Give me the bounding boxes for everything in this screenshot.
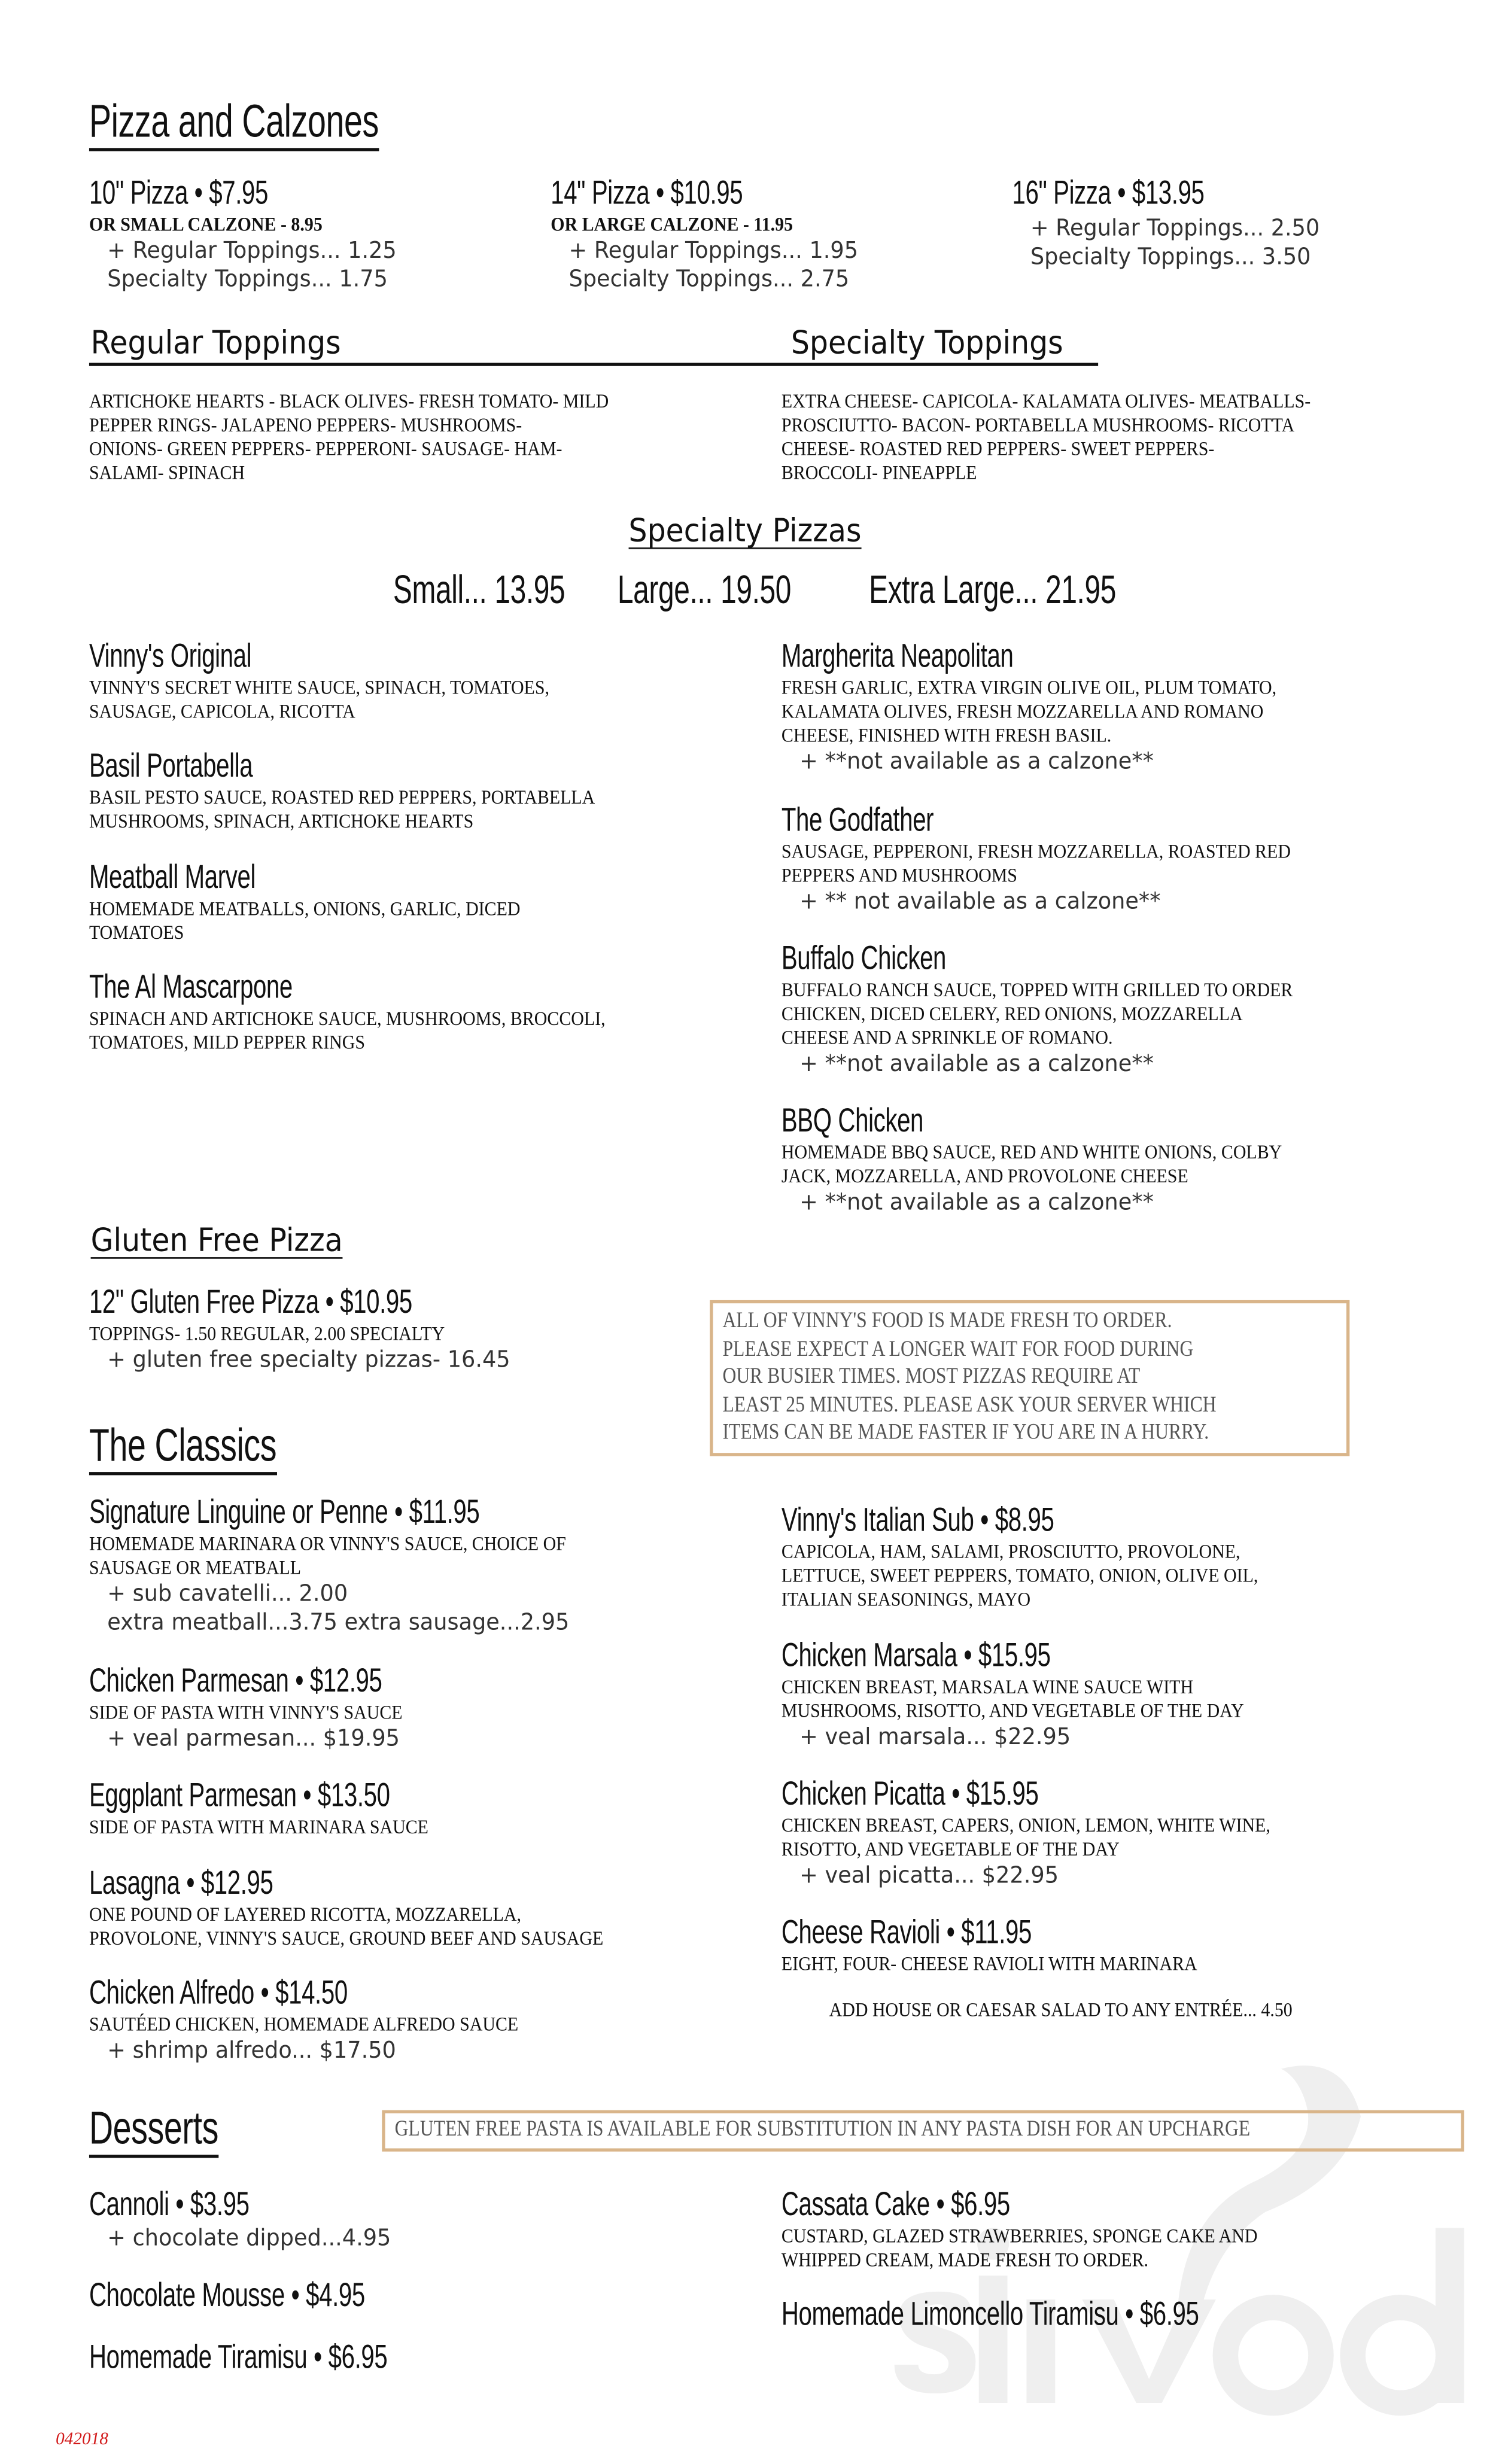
gluten-free-title: [91, 1222, 365, 1259]
item-note: Specialty Toppings... 1.75: [107, 267, 388, 293]
text-line: HOMEMADE BBQ SAUCE, RED AND WHITE ONIONS, COLBY: [781, 1140, 1282, 1164]
gluten-free-item: [89, 1283, 538, 1375]
section-pizza-calzones: [89, 99, 491, 151]
text-line: ARTICHOKE HEARTS - BLACK OLIVES- FRESH TOMATO- MILD: [89, 390, 609, 412]
item-note: + ** not available as a calzone**: [799, 889, 1161, 915]
specialty-pizza-item: [782, 1101, 1337, 1217]
item-name: Cheese Ravioli • $11.95: [781, 1914, 1032, 1951]
item-note: + Regular Toppings... 2.50: [1030, 216, 1320, 242]
item-name: Chicken Parmesan • $12.95: [89, 1663, 382, 1700]
text-line: MUSHROOMS, SPINACH, ARTICHOKE HEARTS: [89, 810, 474, 832]
text-line: PLEASE EXPECT A LONGER WAIT FOR FOOD DURING: [722, 1337, 1194, 1362]
size-large: Large... 19.50: [617, 568, 792, 613]
section-title: Gluten Free Pizza: [90, 1220, 343, 1259]
notice-text: GLUTEN FREE PASTA IS AVAILABLE FOR SUBSTITUTION IN ANY PASTA DISH FOR AN UPCHARGE: [394, 2118, 1251, 2142]
classic-item: [89, 1973, 566, 2065]
text-line: CHEESE- ROASTED RED PEPPERS- SWEET PEPPERS-: [781, 437, 1215, 460]
item-name: The Godfather: [781, 802, 934, 839]
item-desc: [782, 840, 1291, 888]
item-note: + **not available as a calzone**: [799, 1190, 1154, 1216]
text-line: CHICKEN BREAST, MARSALA WINE SAUCE WITH: [781, 1675, 1194, 1698]
item-name: Homemade Limoncello Tiramisu • $6.95: [781, 2296, 1199, 2333]
item-note: Specialty Toppings... 3.50: [1030, 245, 1311, 271]
item-note: + veal picatta... $22.95: [799, 1863, 1059, 1889]
item-name: Chicken Alfredo • $14.50: [89, 1975, 348, 2012]
item-name: Signature Linguine or Penne • $11.95: [89, 1494, 480, 1531]
item-desc: TOPPINGS- 1.50 REGULAR, 2.00 SPECIALTY: [89, 1322, 445, 1345]
text-line: TOMATOES, MILD PEPPER RINGS: [89, 1031, 366, 1054]
item-note: + Regular Toppings... 1.95: [568, 238, 859, 264]
item-name: Buffalo Chicken: [781, 940, 947, 977]
item-name: Eggplant Parmesan • $13.50: [89, 1777, 390, 1814]
text-line: ONE POUND OF LAYERED RICOTTA, MOZZARELLA,: [89, 1903, 521, 1926]
text-line: TOMATOES: [89, 921, 184, 944]
item-desc: [89, 1903, 603, 1951]
text-line: HOMEMADE MARINARA OR VINNY'S SAUCE, CHOICE OF: [89, 1532, 566, 1555]
specialty-pizza-item: [782, 801, 1348, 917]
item-desc: [782, 1540, 1258, 1612]
specialty-pizzas-title: [629, 512, 882, 549]
item-desc: [782, 1814, 1270, 1862]
pizza-size-10: [89, 174, 413, 294]
text-line: BASIL PESTO SAUCE, ROASTED RED PEPPERS, PORTABELLA: [89, 786, 595, 809]
item-desc: [782, 676, 1276, 748]
item-name: 16" Pizza • $13.95: [1012, 175, 1205, 212]
item-name: Basil Portabella: [89, 748, 253, 785]
text-line: LEAST 25 MINUTES. PLEASE ASK YOUR SERVER WHICH: [722, 1393, 1217, 1417]
text-line: BROCCOLI- PINEAPPLE: [781, 461, 977, 484]
item-note: extra meatball...3.75 extra sausage...2.95: [107, 1610, 570, 1636]
text-line: CHICKEN, DICED CELERY, RED ONIONS, MOZZARELLA: [781, 1002, 1243, 1025]
item-desc: [89, 1008, 606, 1055]
item-name: 10" Pizza • $7.95: [89, 175, 268, 212]
size-extra-large: Extra Large... 21.95: [869, 568, 1116, 613]
text-line: SAUSAGE, PEPPERONI, FRESH MOZZARELLA, ROASTED RED: [781, 840, 1291, 863]
specialty-pizza-item: [782, 637, 1331, 777]
section-title: Pizza and Calzones: [89, 99, 379, 151]
item-note: + **not available as a calzone**: [799, 749, 1154, 775]
text-line: FRESH GARLIC, EXTRA VIRGIN OLIVE OIL, PLUM TOMATO,: [781, 676, 1277, 699]
specialty-pizza-item: [89, 858, 568, 945]
regular-toppings-list: [89, 390, 609, 486]
dessert-item: [89, 2276, 472, 2315]
item-name: Margherita Neapolitan: [781, 638, 1014, 675]
dessert-item: [89, 2338, 503, 2377]
pizza-size-14: [551, 174, 874, 294]
item-name: Chocolate Mousse • $4.95: [89, 2277, 365, 2314]
section-title: Regular Toppings: [90, 323, 341, 361]
item-name: Vinny's Original: [89, 638, 252, 675]
item-name: Cannoli • $3.95: [89, 2186, 250, 2223]
gluten-free-pasta-notice: [382, 2110, 1464, 2151]
text-line: SAUSAGE OR MEATBALL: [89, 1556, 302, 1579]
pizza-size-16: [1012, 174, 1336, 272]
text-line: CHICKEN BREAST, CAPERS, ONION, LEMON, WHITE WINE,: [781, 1814, 1270, 1837]
item-name: Chicken Picatta • $15.95: [781, 1776, 1039, 1813]
item-desc: [89, 1532, 577, 1580]
text-line: MUSHROOMS, RISOTTO, AND VEGETABLE OF THE DAY: [781, 1699, 1244, 1722]
classic-item: [89, 1493, 631, 1638]
section-desserts: [89, 2103, 269, 2158]
classic-item: [782, 1501, 1311, 1612]
text-line: CHEESE AND A SPRINKLE OF ROMANO.: [781, 1026, 1113, 1049]
item-desc: [89, 786, 595, 834]
classic-item: [89, 1662, 496, 1754]
text-line: OUR BUSIER TIMES. MOST PIZZAS REQUIRE AT: [722, 1365, 1141, 1389]
text-line: CAPICOLA, HAM, SALAMI, PROSCIUTTO, PROVOLONE,: [781, 1540, 1240, 1563]
salad-addon: ADD HOUSE OR CAESAR SALAD TO ANY ENTRÉE... 4.50: [829, 1998, 1293, 2021]
text-line: BUFFALO RANCH SAUCE, TOPPED WITH GRILLED TO ORDER: [781, 978, 1293, 1001]
item-note: + veal marsala... $22.95: [799, 1725, 1071, 1751]
classic-item: [782, 1913, 1243, 1976]
text-line: ITEMS CAN BE MADE FASTER IF YOU ARE IN A HURRY.: [722, 1421, 1209, 1445]
text-line: KALAMATA OLIVES, FRESH MOZZARELLA AND ROMANO: [781, 700, 1264, 723]
text-line: SAUSAGE, CAPICOLA, RICOTTA: [89, 700, 355, 723]
specialty-pizza-item: [89, 746, 651, 833]
item-note: Specialty Toppings... 2.75: [568, 267, 850, 293]
item-name: Chicken Marsala • $15.95: [781, 1637, 1051, 1674]
item-desc: EIGHT, FOUR- CHEESE RAVIOLI WITH MARINARA: [781, 1952, 1197, 1975]
specialty-pizza-item: [782, 939, 1349, 1079]
item-name: BBQ Chicken: [781, 1103, 924, 1140]
text-line: JACK, MOZZARELLA, AND PROVOLONE CHEESE: [781, 1164, 1188, 1188]
classic-item: [89, 1863, 661, 1951]
item-desc: OR LARGE CALZONE - 11.95: [551, 213, 793, 236]
dessert-item: [782, 2185, 1310, 2273]
item-name: The Al Mascarpone: [89, 969, 293, 1006]
toppings-underline: [89, 363, 1098, 366]
item-name: Cassata Cake • $6.95: [781, 2186, 1010, 2223]
text-line: PROSCIUTTO- BACON- PORTABELLA MUSHROOMS- RICOTTA: [781, 413, 1295, 436]
text-line: CHEESE, FINISHED WITH FRESH BASIL.: [781, 724, 1112, 747]
classic-item: [782, 1636, 1296, 1752]
item-name: 14" Pizza • $10.95: [551, 175, 743, 212]
text-line: WHIPPED CREAM, MADE FRESH TO ORDER.: [781, 2249, 1149, 2271]
item-name: Meatball Marvel: [89, 859, 256, 896]
specialty-toppings-title: [791, 325, 1087, 361]
specialty-pizza-item: [89, 968, 663, 1055]
classic-item: [89, 1776, 507, 1839]
item-note: + **not available as a calzone**: [799, 1051, 1154, 1078]
text-line: HOMEMADE MEATBALLS, ONIONS, GARLIC, DICED: [89, 898, 521, 920]
text-line: ONIONS- GREEN PEPPERS- PEPPERONI- SAUSAGE- HAM-: [89, 437, 562, 460]
item-note: + Regular Toppings... 1.25: [107, 238, 397, 264]
item-name: Lasagna • $12.95: [89, 1865, 273, 1902]
item-note: + gluten free specialty pizzas- 16.45: [107, 1347, 510, 1374]
size-small: Small... 13.95: [393, 568, 565, 613]
item-desc: [89, 898, 521, 945]
section-classics: [89, 1423, 349, 1476]
item-desc: SIDE OF PASTA WITH VINNY'S SAUCE: [89, 1701, 403, 1724]
item-desc: SIDE OF PASTA WITH MARINARA SAUCE: [89, 1815, 428, 1838]
item-desc: OR SMALL CALZONE - 8.95: [89, 213, 323, 236]
menu-version-code: 042018: [56, 2430, 108, 2450]
item-note: + veal parmesan... $19.95: [107, 1726, 400, 1753]
item-desc: [782, 2225, 1258, 2273]
item-note: + sub cavatelli... 2.00: [107, 1581, 348, 1608]
text-line: CUSTARD, GLAZED STRAWBERRIES, SPONGE CAKE AND: [781, 2225, 1258, 2247]
specialty-toppings-list: [782, 390, 1310, 486]
text-line: RISOTTO, AND VEGETABLE OF THE DAY: [781, 1838, 1120, 1861]
text-line: PEPPER RINGS- JALAPENO PEPPERS- MUSHROOMS-: [89, 413, 522, 436]
item-note: + chocolate dipped...4.95: [107, 2226, 391, 2252]
text-line: ITALIAN SEASONINGS, MAYO: [781, 1588, 1031, 1611]
dessert-item: [89, 2185, 407, 2253]
item-name: 12" Gluten Free Pizza • $10.95: [89, 1284, 412, 1321]
specialty-pizza-item: [89, 637, 600, 724]
text-line: ALL OF VINNY'S FOOD IS MADE FRESH TO ORDER.: [722, 1309, 1172, 1334]
fresh-food-notice: [710, 1300, 1349, 1456]
classic-item: [782, 1774, 1325, 1890]
section-title: Specialty Toppings: [790, 323, 1063, 361]
text-line: VINNY'S SECRET WHITE SAUCE, SPINACH, TOMATOES,: [89, 676, 549, 699]
text-line: SALAMI- SPINACH: [89, 461, 245, 484]
item-desc: [89, 676, 549, 724]
section-title: Specialty Pizzas: [628, 510, 862, 549]
item-note: + shrimp alfredo... $17.50: [107, 2038, 396, 2064]
item-desc: [782, 979, 1293, 1051]
regular-toppings-title: [91, 325, 363, 361]
item-desc: SAUTÉED CHICKEN, HOMEMADE ALFREDO SAUCE: [89, 2013, 519, 2036]
item-desc: [782, 1141, 1282, 1189]
item-desc: [782, 1676, 1244, 1724]
text-line: LETTUCE, SWEET PEPPERS, TOMATO, ONION, OLIVE OIL,: [781, 1564, 1258, 1587]
dessert-item: [782, 2295, 1361, 2334]
text-line: EXTRA CHEESE- CAPICOLA- KALAMATA OLIVES- MEATBALLS-: [781, 390, 1311, 412]
section-title: The Classics: [89, 1423, 276, 1476]
text-line: PROVOLONE, VINNY'S SAUCE, GROUND BEEF AND SAUSAGE: [89, 1927, 604, 1950]
section-title: Desserts: [89, 2106, 218, 2158]
item-name: Vinny's Italian Sub • $8.95: [781, 1502, 1054, 1539]
text-line: PEPPERS AND MUSHROOMS: [781, 864, 1017, 887]
item-name: Homemade Tiramisu • $6.95: [89, 2339, 388, 2376]
text-line: SPINACH AND ARTICHOKE SAUCE, MUSHROOMS, BROCCOLI,: [89, 1007, 606, 1030]
